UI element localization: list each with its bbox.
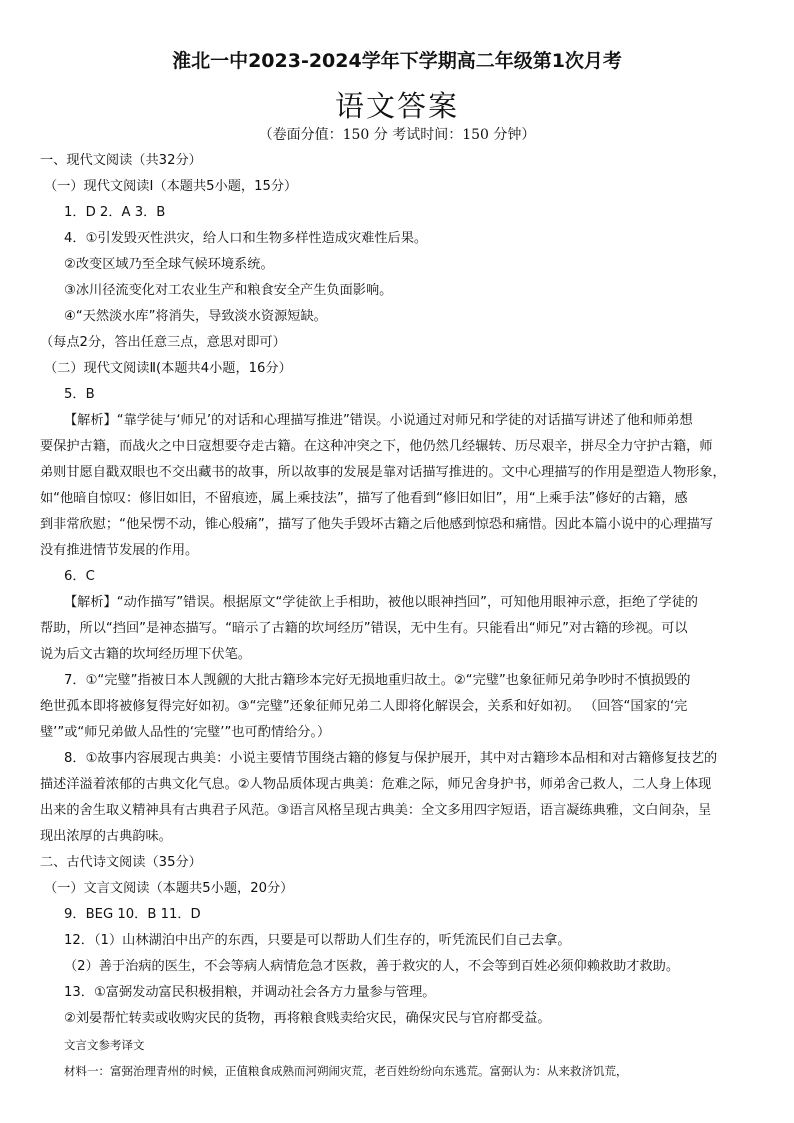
answer-line: ②刘晏帮忙转卖或收购灾民的货物，再将粮食贱卖给灾民，确保灾民与官府都受益。 xyxy=(64,1011,551,1026)
exam-info: （卷面分值：150 分 考试时间：150 分钟） xyxy=(258,127,536,143)
answer-line: 6．C xyxy=(64,569,95,584)
answer-line: 描述洋溢着浓郁的古典文化气息。②人物品质体现古典美：危难之际，师兄舍身护书，师弟舍己救人，二人身上体现 xyxy=(40,777,712,792)
answer-line: 7．①“完璧”指被日本人觊觎的大批古籍珍本完好无损地重归故土。②“完璧”也象征师兄弟争吵时不慎损毁的 xyxy=(64,673,691,688)
translation-heading: 文言文参考译文 xyxy=(64,1038,145,1052)
answer-line: 现出浓厚的古典韵味。 xyxy=(40,829,172,844)
answer-line: 1．D 2．A 3．B xyxy=(64,205,166,220)
translation-line: 材料一：富弼治理青州的时候，正值粮食成熟而河朔闹灾荒，老百姓纷纷向东逃荒。富弼认为：从来救济饥荒， xyxy=(64,1064,628,1078)
analysis-line: 帮助，所以“挡回”是神态描写。“暗示了古籍的坎坷经历”错误，无中生有。只能看出“师兄”对古籍的珍视。可以 xyxy=(40,621,688,636)
answer-line: 5．B xyxy=(64,387,95,402)
answer-line: （2）善于治病的医生，不会等病人病情危急才医救，善于救灾的人，不会等到百姓必须仰赖救助才救助。 xyxy=(64,959,680,974)
answer-line: ②改变区域乃至全球气候环境系统。 xyxy=(64,257,274,272)
analysis-line: 弟则甘愿自戳双眼也不交出藏书的故事，所以故事的发展是靠对话描写推进的。文中心理描写的作用是塑造人物形象， xyxy=(40,465,726,480)
analysis-line: 要保护古籍，而战火之中日寇想要夺走古籍。在这种冲突之下，他仍然几经辗转、历尽艰辛，拼尽全力守护古籍，师 xyxy=(40,439,713,454)
section-heading: 一、现代文阅读（共32分） xyxy=(40,153,202,168)
answer-line: 出来的舍生取义精神具有古典君子风范。③语言风格呈现古典美：全文多用四字短语，语言凝练典雅，文白间杂，呈 xyxy=(40,803,712,818)
answer-line: 璧’”或“师兄弟做人品性的‘完璧’”也可酌情给分。） xyxy=(40,725,331,740)
analysis-line: 【解析】“动作描写”错误。根据原文“学徒欲上手相助，被他以眼神挡回”，可知他用眼神示意，拒绝了学徒的 xyxy=(64,595,698,610)
subsection-heading: （二）现代文阅读Ⅱ(本题共4小题，16分） xyxy=(44,361,292,376)
answer-line: 8．①故事内容展现古典美：小说主要情节围绕古籍的修复与保护展开，其中对古籍珍本品相和对古籍修复技艺的 xyxy=(64,751,718,766)
analysis-line: 如“他暗自惊叹：修旧如旧，不留痕迹，属上乘技法”，描写了他看到“修旧如旧”，用“上乘手法”修好的古籍，感 xyxy=(40,491,688,506)
subsection-heading: （一）现代文阅读Ⅰ（本题共5小题，15分） xyxy=(44,179,298,194)
analysis-line: 【解析】“靠学徒与‘师兄’的对话和心理描写推进”错误。小说通过对师兄和学徒的对话描写讲述了他和师弟想 xyxy=(64,413,693,428)
scoring-note: （每点2分，答出任意三点，意思对即可） xyxy=(40,335,286,350)
exam-title: 淮北一中2023-2024学年下学期高二年级第1次月考 xyxy=(172,50,622,72)
subsection-heading: （一）文言文阅读（本题共5小题，20分） xyxy=(44,881,294,896)
answer-line: 13．①富弼发动富民积极捐粮，并调动社会各方力量参与管理。 xyxy=(64,985,436,1000)
answer-line: 4．①引发毁灭性洪灾，给人口和生物多样性造成灾难性后果。 xyxy=(64,231,428,246)
analysis-line: 没有推进情节发展的作用。 xyxy=(40,543,199,558)
section-heading: 二、古代诗文阅读（35分） xyxy=(40,855,202,870)
analysis-line: 到非常欣慰；“他呆愣不动，锥心般痛”，描写了他失手毁坏古籍之后他感到惊恐和痛惜。因此本篇小说中的心理描写 xyxy=(40,517,714,532)
answer-line: ④“天然淡水库”将消失，导致淡水资源短缺。 xyxy=(64,309,327,324)
doc-title: 语文答案 xyxy=(334,89,459,123)
answer-line: 9．BEG 10．B 11．D xyxy=(64,907,201,922)
answer-line: 绝世孤本即将被修复得完好如初。③“完璧”还象征师兄弟二人即将化解误会，关系和好如初。 （回答“国家的‘完 xyxy=(40,699,688,714)
analysis-line: 说为后文古籍的坎坷经历埋下伏笔。 xyxy=(40,647,251,662)
answer-line: 12．（1）山林湖泊中出产的东西，只要是可以帮助人们生存的，听凭流民们自己去拿。 xyxy=(64,933,571,948)
answer-line: ③冰川径流变化对工农业生产和粮食安全产生负面影响。 xyxy=(64,283,393,298)
